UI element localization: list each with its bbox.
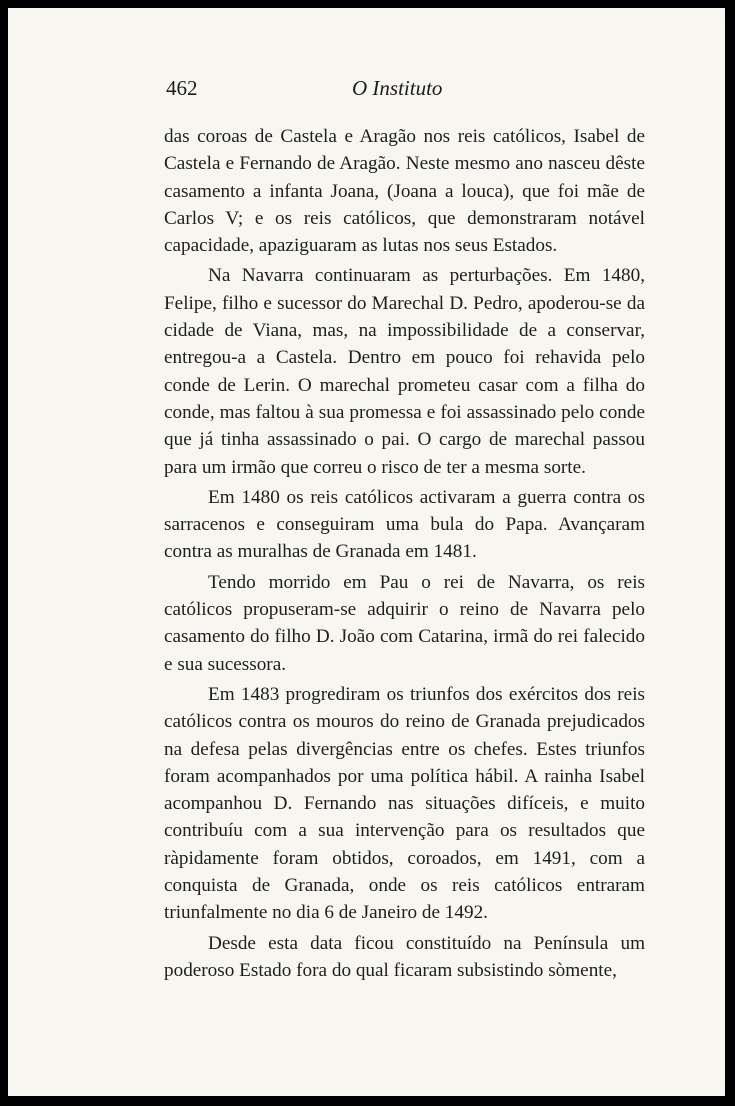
book-page [8,8,725,1096]
paragraph-2: Na Navarra continuaram as perturbações. Em 1480, Felipe, filho e sucessor do Marechal D. Pedro, apoderou-se da cidade de Viana, mas, na impossibilidade de a conservar, entregou-a a Castela. Dentro em pouco foi rehavida pelo conde de Lerin. O marechal prometeu casar com a filha do conde, mas faltou à sua promessa e foi assassinado pelo conde que já tinha assassinado o pai. O cargo de marechal passou para um irmão que correu o risco de ter a mesma sorte. [164,265,645,478]
running-title: O Instituto [352,76,443,100]
page-header [166,76,646,104]
paragraph-3: Em 1480 os reis católicos activaram a guerra contra os sarracenos e conseguiram uma bula do Papa. Avançaram contra as muralhas de Granada em 1481. [164,486,645,563]
paragraph-6: Desde esta data ficou constituído na Península um poderoso Estado fora do qual ficaram subsistindo sòmente, [164,932,645,981]
paragraph-1: das coroas de Castela e Aragão nos reis católicos, Isabel de Castela e Fernando de Aragão. Neste mesmo ano nasceu dêste casamento a infanta Joana, (Joana a louca), que foi mãe de Carlos V; e os reis católicos, que demonstraram notável capacidade, apaziguaram as lutas nos seus Estados. [164,126,645,257]
page-number: 462 [166,76,198,100]
paragraph-5: Em 1483 progrediram os triunfos dos exércitos dos reis católicos contra os mouros do reino de Granada prejudicados na defesa pelas divergências entre os chefes. Estes triunfos foram acompanhados por uma política hábil. A rainha Isabel acompanhou D. Fernando nas situações difíceis, e muito contribuíu com a sua intervenção para os resultados que ràpidamente foram obtidos, coroados, em 1491, com a conquista de Granada, onde os reis católicos entraram triunfalmente no dia 6 de Janeiro de 1492. [164,683,645,924]
paragraph-4: Tendo morrido em Pau o rei de Navarra, os reis católicos propuseram-se adquirir o reino de Navarra pelo casamento do filho D. João com Catarina, irmã do rei falecido e sua sucessora. [164,571,645,675]
body-text [164,123,645,984]
